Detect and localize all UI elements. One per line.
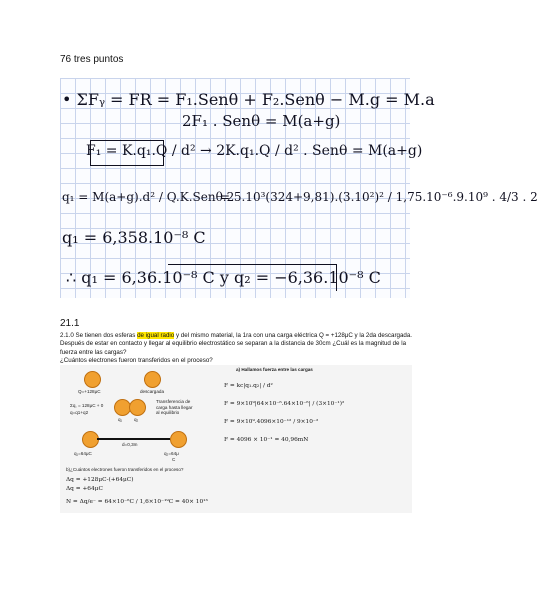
handwritten-line-1: • ΣFᵧ = FR = F₁.Senθ + F₂.Senθ − M.g = M.a	[62, 90, 435, 109]
problem-statement	[60, 332, 412, 366]
q2-value: q₂=64μ	[164, 451, 179, 456]
handwritten-solution-photo	[60, 78, 538, 298]
force-simplified: F = 9×10⁹.4096×10⁻¹² / 9×10⁻²	[224, 419, 319, 425]
q1-label: q₁	[118, 417, 123, 422]
part-b-heading: b)¿Cuántos electrones fueron transferidos en el proceso?	[66, 467, 184, 472]
problem-text-pre: 2.1.0 Se tienen dos esferas	[60, 332, 138, 339]
distance-line	[97, 438, 170, 440]
handwritten-line-3: F₁ = K.q₁.Q / d² → 2K.q₁.Q / d² . Senθ = M(a+g)	[86, 143, 423, 159]
part-a-heading: a) Hallamos fuerza entre las cargas	[236, 367, 313, 372]
q1-value: q₁=64μC	[74, 451, 92, 456]
handwritten-line-5: = 5.10³(324+9,81).(3.10²)² / 1,75.10⁻⁶.9.10⁹ . 4/3 . 2	[220, 190, 538, 204]
solution-screenshot	[60, 365, 412, 513]
sphere-separated-2	[170, 431, 187, 448]
charge-equation: q=q1+q2	[70, 410, 89, 415]
problem-question-2: ¿Cuántos electrones fueron transferidos en el proceso?	[60, 357, 213, 365]
electron-count: N = Δq/e⁻ = 64×10⁻⁶C / 1,6×10⁻¹⁹C = 40× 10¹³	[66, 499, 208, 505]
sphere-contact-2	[129, 399, 146, 416]
sphere-charged	[84, 371, 101, 388]
charge-label: Q=+128μC	[78, 389, 101, 394]
force-substitution: F = 9×10⁹|64×10⁻⁶.64×10⁻⁶| / (3×10⁻¹)²	[224, 401, 345, 407]
coulomb-unit: C	[172, 457, 176, 462]
delta-q-1: Δq = +128μC-(+64μC)	[66, 477, 134, 483]
problem-text-post: y del mismo material, la 1ra con una carga eléctrica Q = +128μC y la 2da descargada. Después de estar en contacto y llegar al equilibrio electrostático se separan a la distancia de 30cm ¿Cuál es la magnitud de la fuerza entre las cargas?	[60, 332, 412, 356]
handwritten-line-2: 2F₁ . Senθ = M(a+g)	[182, 112, 341, 130]
exercise-heading: 76 tres puntos	[60, 54, 124, 65]
handwritten-line-6: q₁ = 6,358.10⁻⁸ C	[62, 228, 206, 247]
q2-label: q₂	[134, 417, 139, 422]
distance-label: d=0,3m	[122, 442, 138, 447]
force-result: F = 4096 × 10⁻¹ = 40,96mN	[224, 437, 309, 443]
sphere-uncharged	[144, 371, 161, 388]
charge-sum: Σq, = 128μC + 0	[70, 403, 104, 408]
handwritten-line-4: q₁ = M(a+g).d² / Q.K.Senθ.2	[62, 190, 235, 204]
transfer-label: Transferencia de carga hasta llegar al equilibrio	[156, 399, 193, 415]
uncharged-label: descargada	[140, 389, 165, 394]
highlighted-text: de igual radio	[137, 332, 175, 339]
force-formula: F = kc|q₁.q₂| / d²	[224, 383, 273, 389]
handwritten-line-7: ∴ q₁ = 6,36.10⁻⁸ C y q₂ = −6,36.10⁻⁸ C	[66, 268, 381, 287]
section-heading: 21.1	[60, 318, 80, 329]
delta-q-2: Δq = +64μC	[66, 486, 103, 492]
